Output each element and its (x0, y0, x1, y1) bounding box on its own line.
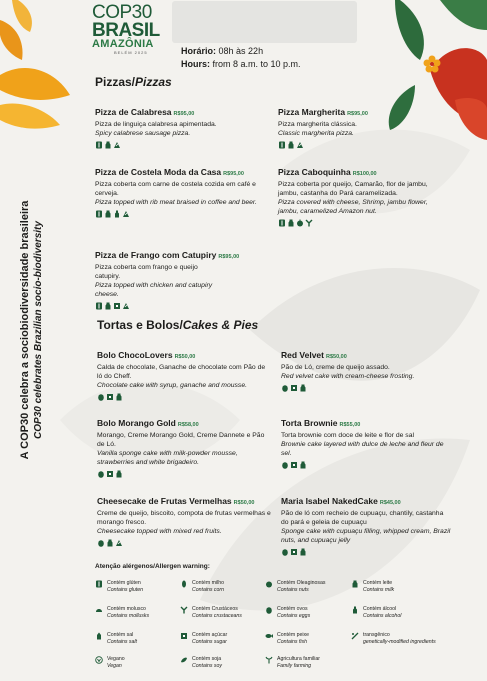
nut-icon (265, 580, 273, 588)
wheat-icon (278, 219, 286, 227)
section-pizzas-title (95, 75, 172, 89)
sugar-icon (180, 632, 188, 640)
allergen-icons (281, 383, 451, 392)
allergen-title: Atenção alérgenos/Allergen warning: (95, 563, 210, 570)
legend-label-pt: Contém glúten (107, 580, 141, 586)
item-description-en: Pizza topped with rib meat braised in coffee and beer. (95, 199, 257, 206)
legend-label-en: Contains mollusks (107, 612, 150, 619)
item-description-en: Cheesecake topped with mixed red fruits. (97, 528, 222, 535)
item-description-pt: Torta brownie com doce de leite e flor de sal (281, 432, 414, 439)
legend-label-pt: Contém milho (192, 580, 225, 586)
milk-icon (104, 302, 112, 310)
allergen-icons (278, 140, 448, 149)
legend-label (192, 656, 222, 669)
item-price: R$55,00 (339, 422, 361, 428)
item-name: Pizza de Costela Moda da Casa (95, 167, 222, 177)
legend-item (265, 606, 310, 619)
milk-icon (299, 384, 307, 392)
item-description-en: Spicy calabrese sausage pizza. (95, 130, 191, 137)
item-description-en: Chocolate cake with syrup, ganache and mousse. (97, 382, 247, 389)
item-description-pt: Morango, Creme Morango Gold, Creme Dannete e Pão de Ló. (97, 432, 265, 448)
legend-label (107, 656, 125, 669)
fish-icon (265, 632, 273, 640)
legend-item (351, 632, 436, 645)
legend-item (95, 580, 143, 593)
menu-item-chocolovers (97, 345, 272, 401)
milk-icon (104, 141, 112, 149)
legend-label-pt: Contém peixe (277, 632, 310, 638)
legend-label-pt: Contém Crustáceos (192, 606, 238, 612)
legend-label-pt: Contém soja (192, 656, 222, 662)
wheat-icon (95, 302, 103, 310)
side-slogan (18, 160, 46, 500)
item-price: R$50,00 (326, 354, 347, 360)
legend-label (363, 606, 401, 619)
legend-label-en: Family farming (277, 662, 312, 669)
hours-label-pt: Horário: (181, 46, 217, 56)
sugar-icon (113, 302, 121, 310)
hours-value-pt: 08h às 22h (218, 46, 264, 56)
legend-label-pt: Contém álcool (363, 606, 397, 612)
legend-label (277, 606, 310, 619)
logo-amazonia: AMAZÔNIA (92, 38, 154, 50)
allergen-icons (97, 469, 272, 478)
logo-brasil: BRASIL (92, 20, 160, 41)
milk-icon (287, 219, 295, 227)
item-price: R$45,00 (379, 500, 401, 506)
menu-item-costela (95, 162, 270, 218)
egg-icon (281, 461, 289, 469)
legend-label-pt: Contém Oleaginosas (277, 580, 326, 586)
legend-label (277, 656, 320, 669)
menu-item-margherita (278, 102, 448, 149)
legend-label (192, 632, 227, 645)
legend-label-en: Contains nuts (277, 586, 309, 593)
gmo-icon (351, 632, 359, 640)
item-description-pt: Pizza coberta por queijo, Camarão, flor de jambu, jambu, castanha do Pará caramelizada. (278, 181, 428, 197)
allergen-icons (97, 538, 279, 547)
item-name: Pizza de Calabresa (95, 107, 172, 117)
menu-item-morango-gold (97, 413, 272, 478)
item-name: Pizza de Frango com Catupiry (95, 250, 217, 260)
legend-item (95, 656, 125, 669)
salt-icon (296, 141, 304, 149)
item-description-pt: Pizza coberta com carne de costela cozida em café e cerveja. (95, 181, 256, 197)
opening-hours (181, 45, 301, 71)
section-title-en: Cakes & Pies (182, 318, 259, 332)
legend-label-en: Vegan (107, 662, 122, 669)
item-description-en: Brownie cake layered with dulce de leche and fleur de sel. (281, 441, 444, 457)
nut-icon (296, 219, 304, 227)
alcohol-icon (113, 210, 121, 218)
legend-label-en: Contains sugar (192, 638, 227, 645)
allergen-icons (278, 218, 448, 227)
logo-city: BELÉM 2025 (114, 50, 148, 55)
legend-label (107, 580, 143, 593)
legend-label (107, 632, 137, 645)
allergen-icons (97, 392, 272, 401)
item-price: R$100,00 (352, 171, 377, 177)
item-price: R$95,00 (173, 111, 195, 117)
hours-value-en: from 8 a.m. to 10 p.m. (212, 59, 301, 69)
legend-label-en: Contains salt (107, 638, 137, 645)
milk-icon (106, 539, 114, 547)
legend-label-pt: Contém leite (363, 580, 393, 586)
logo-cop: COP30 (92, 2, 152, 23)
item-description-pt: Pizza de linguiça calabresa apimentada. (95, 121, 217, 128)
allergen-icons (95, 140, 270, 149)
alcohol-icon (351, 606, 359, 614)
sugar-icon (290, 461, 298, 469)
menu-item-cheesecake (97, 491, 279, 547)
menu-item-caboquinha (278, 162, 448, 227)
salt-icon (122, 210, 130, 218)
item-description-pt: Pão de ló com recheio de cupuaçu, chantily, castanha do pará e geleia de cupuaçu (281, 510, 444, 526)
item-description-pt: Pizza margherita clássica. (278, 121, 357, 128)
legend-label-en: Contains corn (192, 586, 225, 593)
sugar-icon (106, 393, 114, 401)
slogan-en: COP30 celebrates Brazilian socio-biodiversity (33, 221, 44, 439)
legend-item (95, 606, 149, 619)
sugar-icon (290, 384, 298, 392)
menu-item-brownie (281, 413, 451, 469)
milk-icon (299, 548, 307, 556)
menu-item-calabresa (95, 102, 270, 149)
legend-item (265, 580, 325, 593)
legend-label (192, 580, 224, 593)
wheat-icon (95, 141, 103, 149)
item-description-en: Red velvet cake with cream-cheese frosting. (281, 373, 415, 380)
item-description-en: Vanilla sponge cake with milk-powder mousse, strawberries and white brigadeiro. (97, 450, 238, 466)
milk-icon (115, 393, 123, 401)
allergen-icons (95, 209, 270, 218)
legend-label-en: Contains soy (192, 662, 222, 669)
item-price: R$95,00 (218, 254, 240, 260)
egg-icon (281, 548, 289, 556)
menu-item-redvelvet (281, 345, 451, 392)
legend-label-pt: transgênico (363, 632, 390, 638)
legend-item (351, 580, 394, 593)
allergen-icons (281, 460, 451, 469)
legend-item (265, 632, 309, 645)
legend-label-en: Contains alcohol (363, 612, 402, 619)
item-price: R$58,00 (177, 422, 199, 428)
item-price: R$95,00 (347, 111, 368, 117)
legend-item (180, 632, 227, 645)
item-name: Bolo Morango Gold (97, 418, 176, 428)
legend-item (180, 606, 242, 619)
legend-label (192, 606, 242, 619)
legend-label-en: Contains fish (277, 638, 307, 645)
item-name: Cheesecake de Frutas Vermelhas (97, 496, 232, 506)
legend-label (277, 632, 309, 645)
corn-icon (180, 580, 188, 588)
item-description-en: Classic margherita pizza. (278, 130, 354, 137)
sugar-icon (290, 548, 298, 556)
legend-label-en: Contains eggs (277, 612, 311, 619)
menu-item-nakedcake (281, 491, 451, 556)
section-title-pt: Pizzas/ (95, 75, 136, 89)
item-description-pt: Pizza coberta com frango e queijo catupiry. (95, 264, 198, 280)
vegan-icon (95, 656, 103, 664)
item-name: Torta Brownie (281, 418, 338, 428)
item-price: R$50,00 (174, 354, 196, 360)
item-description-pt: Pão de Ló, creme de queijo assado. (281, 364, 390, 371)
milk-icon (104, 210, 112, 218)
section-tortas-title (97, 318, 258, 332)
legend-label-pt: Vegano (107, 656, 125, 662)
legend-label (363, 580, 394, 593)
farming-icon (265, 656, 273, 664)
legend-item (265, 656, 320, 669)
crustacean-icon (305, 219, 313, 227)
legend-label (277, 580, 325, 593)
slogan-pt: A COP30 celebra a sociobiodiversidade brasileira (19, 200, 31, 460)
egg-icon (265, 606, 273, 614)
hours-label-en: Hours: (181, 59, 210, 69)
section-title-pt: Tortas e Bolos/ (97, 318, 183, 332)
legend-item (351, 606, 401, 619)
wheat-icon (278, 141, 286, 149)
legend-label-en: Contains crustaceans (192, 612, 242, 619)
redacted-box (172, 1, 357, 43)
milk-icon (299, 461, 307, 469)
sugar-icon (106, 470, 114, 478)
milk-icon (287, 141, 295, 149)
section-title-en: Pizzas (135, 75, 172, 89)
legend-item (180, 580, 224, 593)
item-name: Maria Isabel NakedCake (281, 496, 378, 506)
salt-icon (95, 632, 103, 640)
legend-label (107, 606, 149, 619)
salt-icon (122, 302, 130, 310)
item-description-pt: Creme de queijo, biscoito, compota de frutas vermelhas e morango fresco. (97, 510, 271, 526)
salt-icon (113, 141, 121, 149)
item-name: Bolo ChocoLovers (97, 350, 173, 360)
legend-item (95, 632, 137, 645)
legend-label-pt: Contém açúcar (192, 632, 228, 638)
legend-label (363, 632, 436, 645)
wheat-icon (95, 580, 103, 588)
legend-item (180, 656, 222, 669)
egg-icon (97, 393, 105, 401)
item-description-en: Pizza covered with cheese, Shrimp, jambu flower, jambu, caramelized Amazon nut. (278, 199, 428, 215)
menu-item-frango (95, 245, 270, 310)
salt-icon (115, 539, 123, 547)
legend-label-pt: Contém molusco (107, 606, 146, 612)
egg-icon (97, 470, 105, 478)
item-name: Pizza Caboquinha (278, 167, 351, 177)
milk-icon (115, 470, 123, 478)
cop30-logo (92, 4, 172, 55)
item-description-en: Sponge cake with cupuaçu filling, whipped cream, Brazil nuts, and cupuaçu jelly (281, 528, 451, 544)
wheat-icon (95, 210, 103, 218)
egg-icon (281, 384, 289, 392)
crustacean-icon (180, 606, 188, 614)
item-description-pt: Calda de chocolate, Ganache de chocolate com Pão de ló do Cheff. (97, 364, 266, 380)
legend-label-pt: Contém sal (107, 632, 134, 638)
soy-icon (180, 656, 188, 664)
allergen-icons (281, 547, 451, 556)
mollusk-icon (95, 606, 103, 614)
legend-label-en: Contains milk (363, 586, 395, 593)
item-price: R$50,00 (233, 500, 255, 506)
legend-label-pt: Contém ovos (277, 606, 308, 612)
egg-icon (97, 539, 105, 547)
legend-label-en: genetically-modified ingredients (363, 638, 436, 645)
item-name: Red Velvet (281, 350, 324, 360)
item-price: R$95,00 (223, 171, 244, 177)
milk-icon (351, 580, 359, 588)
legend-label-en: Contains gluten (107, 586, 144, 593)
item-name: Pizza Margherita (278, 107, 346, 117)
legend-label-pt: Agricultura familiar (277, 656, 320, 662)
item-description-en: Pizza topped with chicken and catupiry cheese. (95, 282, 213, 298)
allergen-icons (95, 301, 270, 310)
